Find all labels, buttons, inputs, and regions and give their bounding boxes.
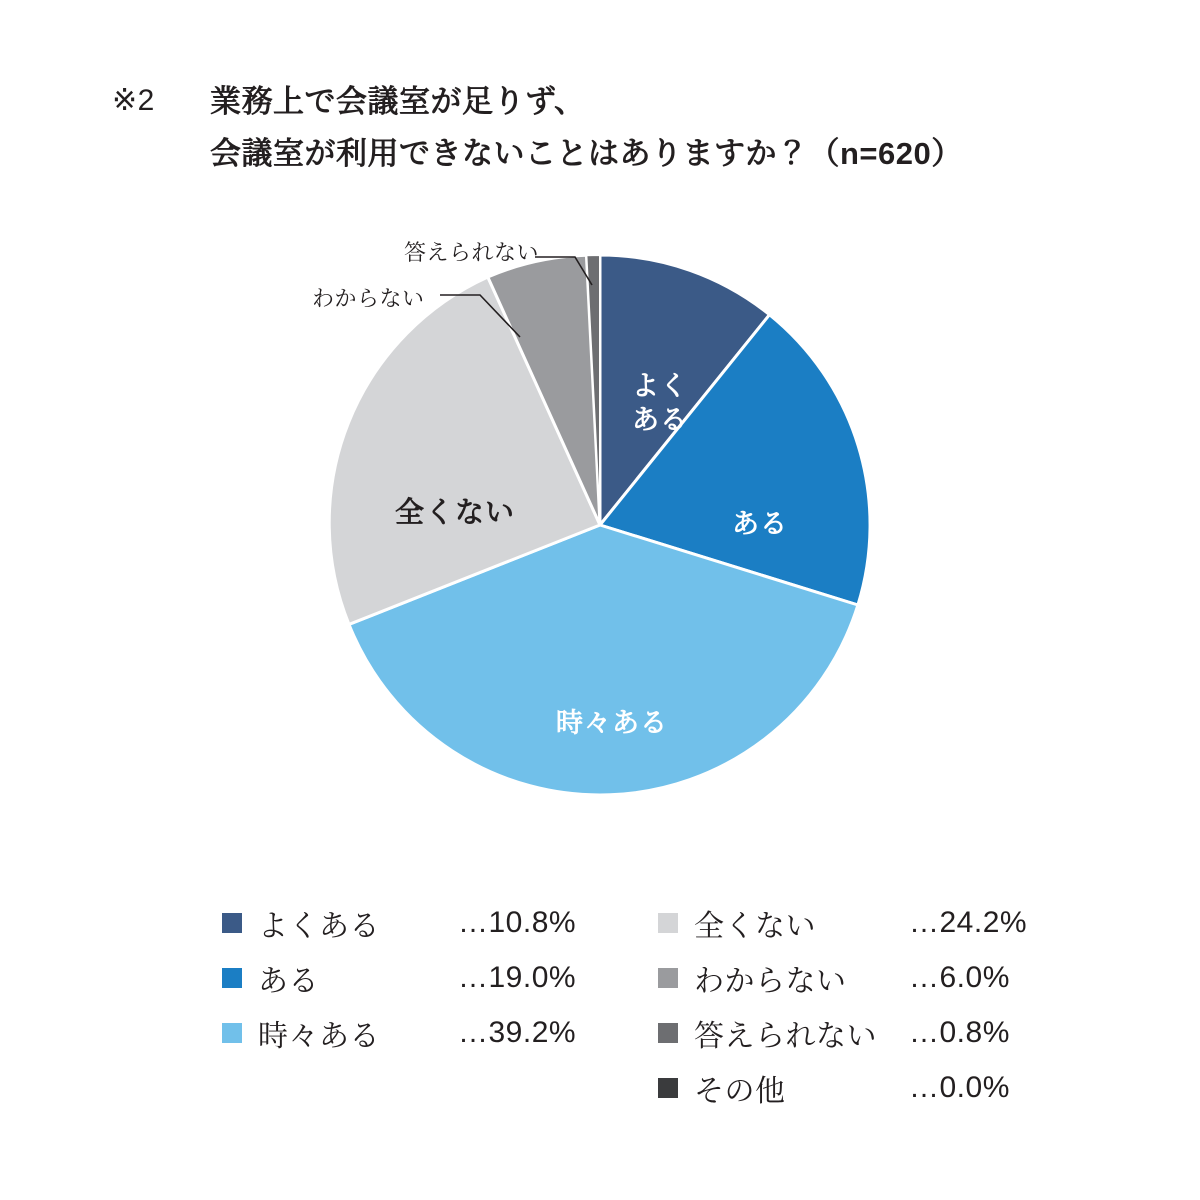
pie-slices xyxy=(329,255,870,795)
legend-label-wakaranai: わからない xyxy=(694,964,847,998)
legend-item-mattakunai xyxy=(658,895,1027,950)
legend-label-tokidoki: 時々ある xyxy=(258,1019,380,1053)
legend-swatch-yokuaru xyxy=(222,913,242,933)
legend-item-sonota xyxy=(658,1060,1027,1115)
title-line-2 xyxy=(112,138,1112,169)
legend-value-wakaranai: …6.0% xyxy=(909,960,1010,994)
legend-value-kotaerarenai: …0.8% xyxy=(909,1015,1010,1049)
legend-swatch-kotaerarenai xyxy=(658,1023,678,1043)
legend-item-yokuaru xyxy=(222,895,658,950)
pie-label-aru: ある xyxy=(732,509,788,539)
legend-value-sonota: …0.0% xyxy=(909,1070,1010,1104)
pie-label-mattakunai: 全くない xyxy=(394,497,515,529)
pie-label-yokuaru-line1: よく xyxy=(632,371,688,401)
callout-label-kotaerarenai: 答えられない xyxy=(404,240,540,265)
legend-value-aru: …19.0% xyxy=(458,960,577,994)
legend-column-right xyxy=(658,895,1027,1115)
legend-value-tokidoki: …39.2% xyxy=(458,1015,577,1049)
legend-label-sonota: その他 xyxy=(694,1074,786,1108)
legend-label-kotaerarenai: 答えられない xyxy=(694,1019,877,1053)
legend-label-mattakunai: 全くない xyxy=(694,909,816,943)
legend-value-mattakunai: …24.2% xyxy=(909,905,1028,939)
title-line-1 xyxy=(112,86,1112,117)
legend-column-left xyxy=(222,895,658,1115)
callout-label-wakaranai: わからない xyxy=(312,286,425,311)
title-marker: ※2 xyxy=(112,84,155,117)
page-title xyxy=(112,86,1112,169)
chart-legend xyxy=(222,895,1082,1115)
legend-label-yokuaru: よくある xyxy=(258,909,380,943)
pie-label-yokuaru-line2: ある xyxy=(632,404,688,435)
legend-swatch-aru xyxy=(222,968,242,988)
legend-value-yokuaru: …10.8% xyxy=(458,905,577,939)
pie-chart xyxy=(0,215,1200,875)
title-text-line-2: 会議室が利用できないことはありますか？（n=620） xyxy=(210,136,963,171)
legend-swatch-tokidoki xyxy=(222,1023,242,1043)
pie-label-tokidoki: 時々ある xyxy=(556,708,668,738)
legend-item-wakaranai xyxy=(658,950,1027,1005)
legend-swatch-sonota xyxy=(658,1078,678,1098)
legend-label-aru: ある xyxy=(258,964,319,998)
legend-item-aru xyxy=(222,950,658,1005)
legend-swatch-mattakunai xyxy=(658,913,678,933)
legend-item-tokidoki xyxy=(222,1005,658,1060)
legend-swatch-wakaranai xyxy=(658,968,678,988)
legend-item-kotaerarenai xyxy=(658,1005,1027,1060)
title-text-line-1: 業務上で会議室が足りず、 xyxy=(210,84,586,119)
pie-chart-svg xyxy=(270,225,930,865)
